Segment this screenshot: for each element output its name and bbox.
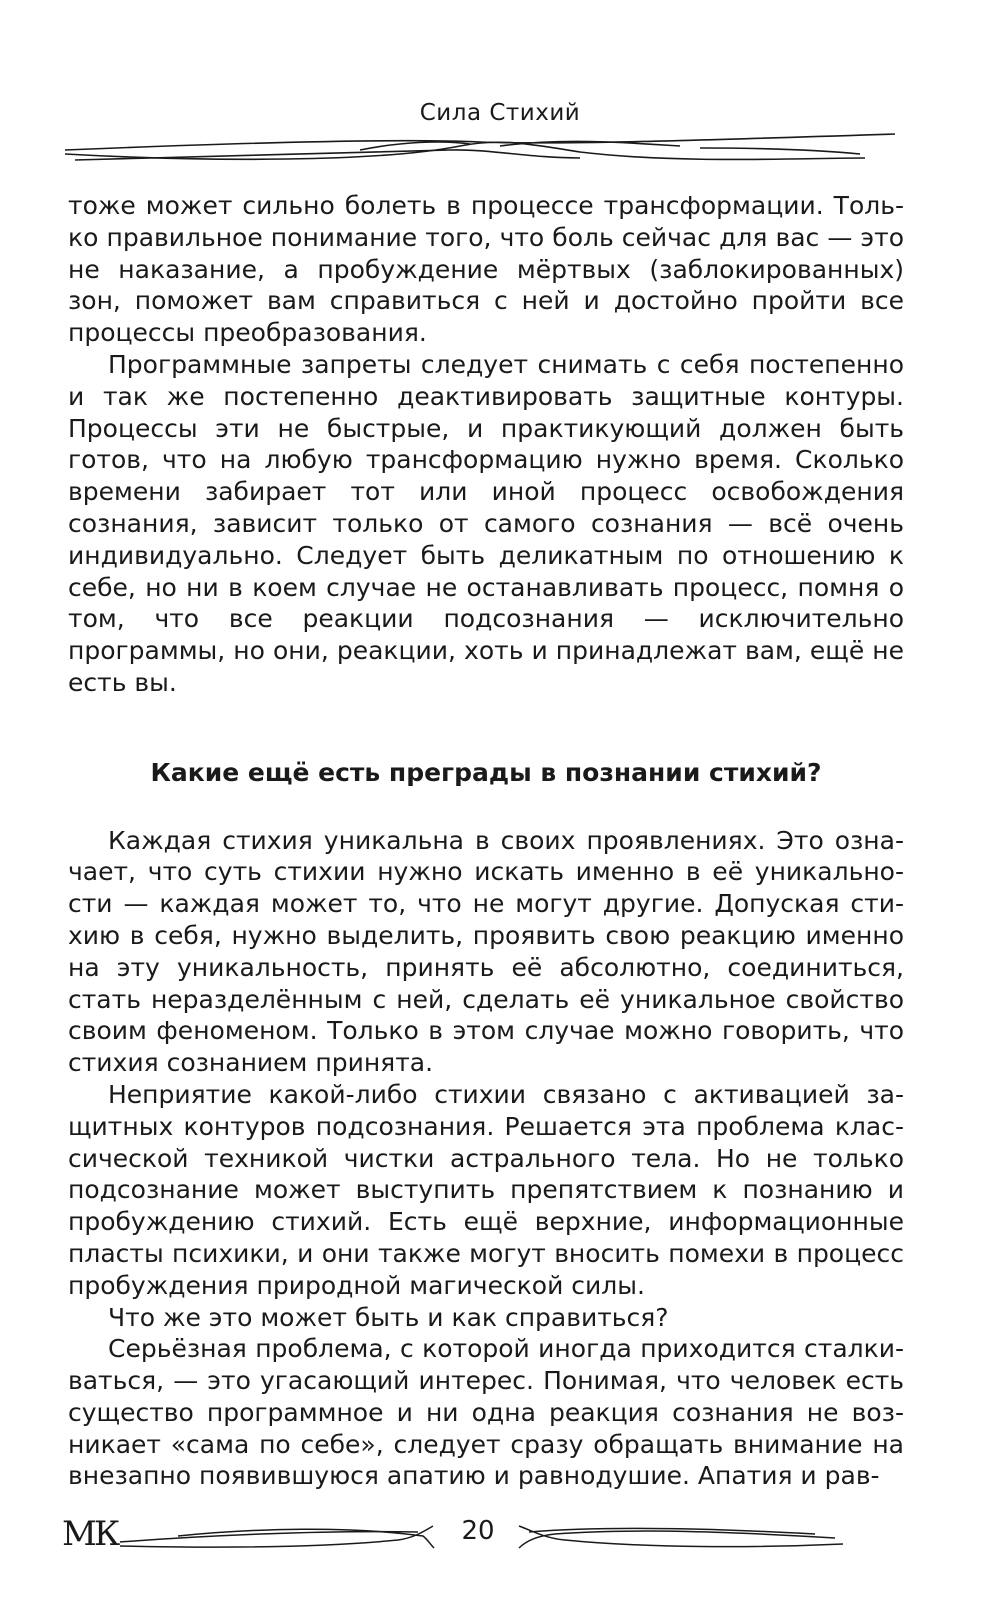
running-title: Сила Стихий <box>419 100 581 126</box>
paragraph-5: Что же это может быть и как справиться? <box>108 1302 669 1332</box>
footer-ornament-left <box>118 1518 438 1552</box>
page-number: 20 <box>461 1516 495 1546</box>
page-footer <box>0 1510 1000 1560</box>
header-ornament <box>60 132 900 172</box>
footer-ornament-right <box>515 1518 845 1552</box>
paragraph-2: Программные запреты следует снимать с себя постепенно и так же постепенно деактивировать защитные контуры. Процессы эти не быстрые, и практикующий должен быть готов, что на любую трансформацию нужно время. Сколько времени забирает тот или иной процесс освобождения сознания, зависит только от самого сознания — всё очень индивидуально. Следует быть деликатным по отношению к себе, но ни в коем случае не останавливать процесс, помня о том, что все реакции подсознания — исключительно программы, но они, реакции, хоть и принадлежат вам, ещё не есть вы. <box>68 349 904 697</box>
paragraph-6: Серьёзная проблема, с которой иногда приходится сталкиваться, — это угасающий интерес. Понимая, что человек есть существо программное и ни одна реакция сознания не возникает «сама по себе», следует сразу обращать внимание на внезапно появившуюся апатию и равнодушие. Апатия и рав- <box>68 1334 904 1491</box>
paragraph-3: Каждая стихия уникальна в своих проявлениях. Это означает, что суть стихии нужно искать именно в её уникальности — каждая может то, что не могут другие. Допуская стихию в себя, нужно выделить, проявить свою реакцию именно на эту уникальность, принять её абсолютно, соединиться, стать неразделённым с ней, сделать её уникальное свойство своим феноменом. Только в этом случае можно говорить, что стихия сознанием принята. <box>68 825 904 1078</box>
section-heading: Какие ещё есть преграды в познании стихий? <box>150 757 822 787</box>
paragraph-1: тоже может сильно болеть в процессе трансформации. Только правильное понимание того, что боль сейчас для вас — это не наказание, а пробуждение мёртвых (заблокированных) зон, поможет вам справиться с ней и достойно пройти все процессы преобразования. <box>68 191 904 348</box>
publisher-logo: МК <box>62 1514 118 1554</box>
paragraph-4: Неприятие какой-либо стихии связано с активацией защитных контуров подсознания. Решается эта проблема классической техникой чистки астрального тела. Но не только подсознание может выступить препятствием к познанию и пробуждению стихий. Есть ещё верхние, информационные пласты психики, и они также могут вносить помехи в процесс пробуждения природной магической силы. <box>68 1079 904 1300</box>
main-text-column <box>68 190 904 1492</box>
